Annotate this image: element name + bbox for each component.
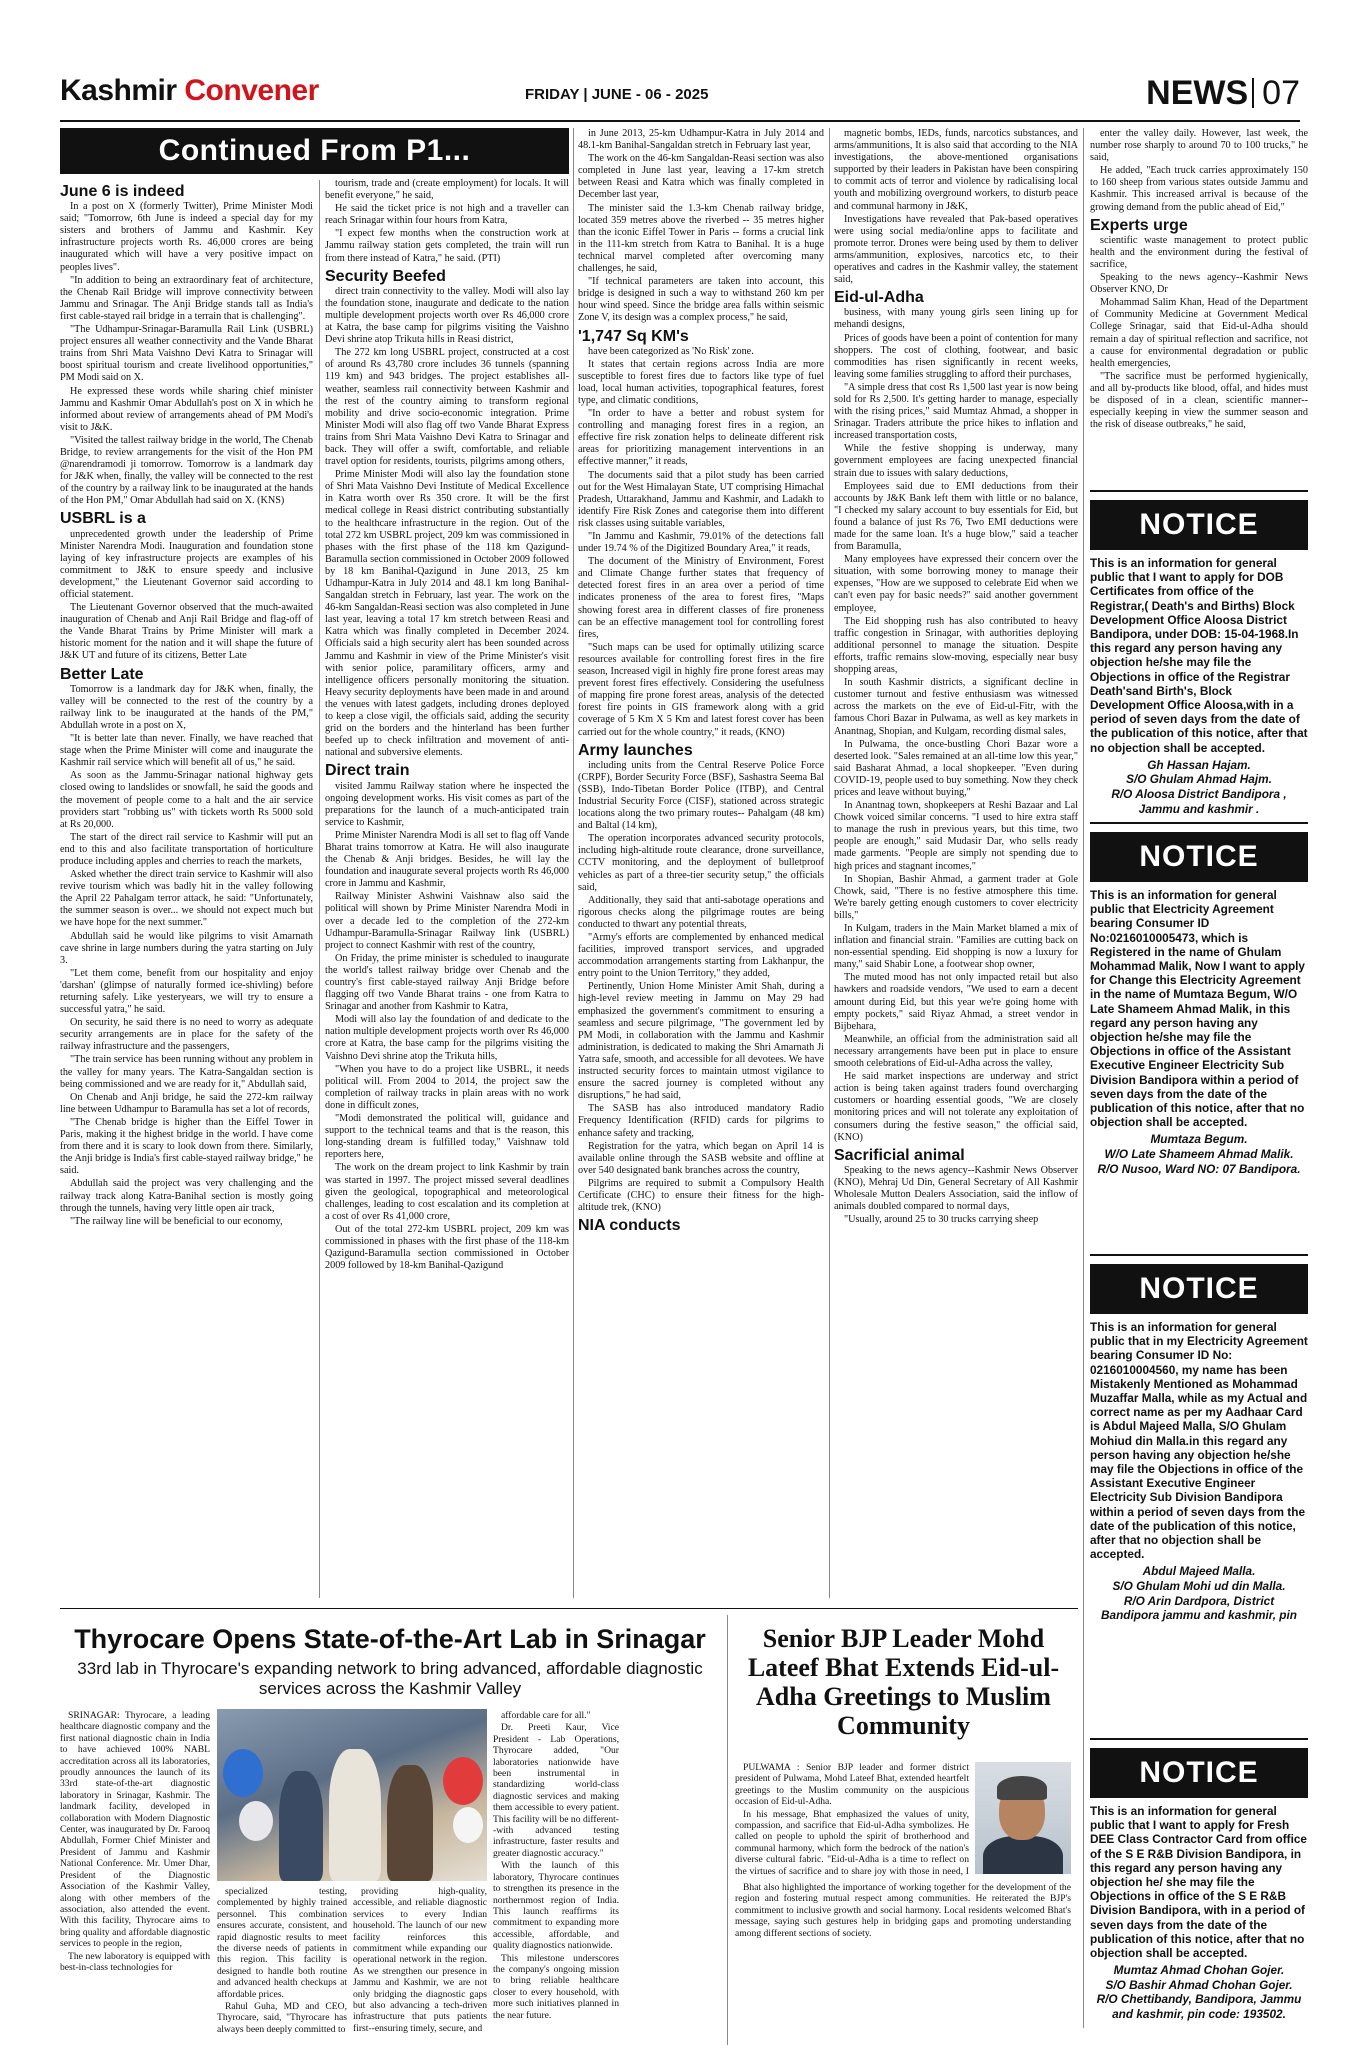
paragraph: Prime Minister Narendra Modi is all set to flag off Vande Bharat trains tomorrow at Katra. He will also inaugurate the Chenab & Anji bridges. Besides, he will lay the foundation and inaugurate several projects worth Rs 46,000 crore in Jammu and Kashmir, bbox=[325, 829, 569, 890]
notice-heading: NOTICE bbox=[1090, 1264, 1308, 1314]
paragraph: "Usually, around 25 to 30 trucks carrying sheep bbox=[844, 1214, 1039, 1226]
paragraph: Mohammad Salim Khan, Head of the Department of Community Medicine at Government Medical College Srinagar, said that Eid-ul-Adha should remain a day of spiritual reflection and sacrifice, not a cause for environmental degradation or public health emergencies, bbox=[1090, 297, 1308, 369]
paragraph: "I expect few months when the construction work at Jammu railway station gets completed, the train will run from there instead of Katra," he said. (PTI) bbox=[325, 228, 569, 264]
paragraph: "When you have to do a project like USBRL, it needs political will. From 2004 to 2014, the project saw the completion of railway tracks in plain areas with no work done in difficult zones, bbox=[325, 1063, 569, 1111]
bjp-story bbox=[735, 1624, 1072, 2048]
subhead-army-launches: Army launches bbox=[578, 741, 693, 759]
column-rule bbox=[727, 1615, 728, 2045]
paragraph: On Friday, the prime minister is scheduled to inaugurate the world's tallest railway bridge over Chenab and the country's first cable-stayed railway Anji Bridge before flagging off two Vande Bharat trains - one from Katra to Srinagar and another from Kashmir to Katra, bbox=[325, 952, 569, 1013]
paragraph: In Shopian, Bashir Ahmad, a garment trader at Gole Chowk, said, "There is no festive atmosphere this time. We're barely getting enough customers to cover electricity bills," bbox=[834, 873, 1078, 921]
paragraph: The minister said the 1.3-km Chenab railway bridge, located 359 metres above the riverbed -- 35 metres higher than the iconic Eiffel Tower in Paris -- forms a crucial link in the 111-km stretch from Katra to Banihal. It is a huge technical marvel completed after overcoming many challenges, he said, bbox=[578, 202, 824, 275]
paragraph: Tomorrow is a landmark day for J&K when, finally, the valley will be connected to the rest of the country by a railway link to be inaugurated at the hands of the PM," Abdullah wrote in a post on X, bbox=[60, 683, 313, 731]
paragraph: Speaking to the news agency--Kashmir News Observer KNO, Dr bbox=[1090, 272, 1308, 296]
notice-body: This is an information for general public that I want to apply for Fresh DEE Class Contractor Card from office of the S E R&B Division Bandipora, in this regard any person having any objection he/ she may file the Objections in office of the S E R&B Division Bandipora, with in a period of seven days from the date of the publication of this notice, after that no objection shall be accepted. bbox=[1090, 1804, 1307, 1961]
signature-line: R/O Nusoo, Ward NO: 07 Bandipora. bbox=[1097, 1161, 1301, 1176]
col1-block1 bbox=[60, 201, 313, 507]
paragraph: Investigations have revealed that Pak-based operatives were using social media/online apps to facilitate and promote terror. Drones were being used by them to deliver arms/ammunition, explosives, narcotics etc, to their operatives and cadres in the Kashmir valley, the statement said, bbox=[834, 213, 1078, 286]
notice-signature bbox=[1090, 758, 1308, 816]
paragraph: Additionally, they said that anti-sabotage operations and rigorous checks along the pilgrimage routes are being conducted to thwart any potential threats, bbox=[578, 894, 824, 930]
notice-body: This is an information for general public that in my Electricity Agreement bearing Consumer ID No: 0216010004560, my name has been Mistakenly Mentioned as Mohammad Muzaffar Malla, while as my Actual and correct name as per my Aadhaar Card is Abdul Majeed Malla, S/O Ghulam Mohiud din Malla.in this regard any person having any objection he/she may file the Objections in office of the Assistant Executive Engineer Electricity Sub Division Bandipora within a period of seven days from the date of the publication of this notice, after that no objection shall be accepted. bbox=[1090, 1320, 1308, 1562]
paragraph: Modi will also lay the foundation of and dedicate to the nation multiple development projects worth over Rs 46,000 crore at Katra, the base camp for the pilgrims visiting the Vaishno Devi shrine atop the Trikuta hills, bbox=[325, 1014, 569, 1062]
paragraph: enter the valley daily. However, last week, the number rose sharply to around 70 to 100 trucks," he said, bbox=[1090, 128, 1308, 164]
paragraph: "The train service has been running without any problem in the valley for many years. The Katra-Sangaldan section is being commissioned and we are ready for it," Abdullah said, bbox=[60, 1054, 313, 1090]
paragraph: He said market inspections are underway and strict action is being taken against traders found overcharging customers or hoarding essential goods, "We are closely monitoring prices and will not tolerate any exploitation of consumers during the festive season," the official said, (KNO) bbox=[834, 1071, 1078, 1143]
masthead bbox=[60, 72, 1300, 122]
paragraph: On Chenab and Anji bridge, he said the 272-km railway line between Udhampur to Baramulla has set a lot of records, bbox=[60, 1091, 313, 1115]
subhead-experts-urge: Experts urge bbox=[1090, 216, 1188, 234]
paragraph: The document of the Ministry of Environment, Forest and Climate Change further states that frequency of detected forest fires in an area over a period of time indicates proneness of the area to forest fires, "Maps showing forest area in different classes of fire proneness can be an effective management tool for controlling forest fires, bbox=[578, 556, 824, 640]
paragraph: He said the ticket price is not high and a traveller can reach Srinagar within four hours from Katra, bbox=[325, 203, 569, 227]
paragraph: He added, "Each truck carries approximately 150 to 160 sheep from various states outside Jammu and Kashmir. This increased arrival is because of the growing demand from the public ahead of Eid," bbox=[1090, 165, 1308, 213]
paragraph: direct train connectivity to the valley. Modi will also lay the foundation stone, inaugurate and dedicate to the nation multiple development projects worth over Rs 46,000 crore at Katra, the base camp for pilgrims visiting the Vaishno Devi shrine atop Trikuta hills in Reasi district, bbox=[325, 285, 569, 346]
subhead-nia-conducts: NIA conducts bbox=[578, 1217, 681, 1235]
paragraph: Prices of goods have been a point of contention for many shoppers. The cost of clothing, footwear, and basic commodities has risen significantly in recent weeks, leaving some families struggling to afford their purchases, bbox=[834, 332, 1078, 380]
notice-body: This is an information for general public that I want to apply for DOB Certificates from office of the Registrar,( Death's and Births) Block Development Office Aloosa District Bandipora, under DOB: 15-04-1968.In this regard any person having any objection he/she may file the Objections in office of the Registrar Death'sand Birth's, Block Development Office Aloosa,with in a period of seven days from the date of the publication of this notice, after that no objection shall be accepted. bbox=[1090, 556, 1308, 755]
column-rule bbox=[319, 180, 320, 1598]
paragraph: including units from the Central Reserve Police Force (CRPF), Border Security Force (BSF), Sashastra Seema Bal (SSB), Indo-Tibetan Border Police (ITBP), and Central Industrial Security Force (CISF), stationed across strategic locations along the two primary routes-- Pahalgam (48 km) and Baltal (14 km), bbox=[578, 759, 824, 832]
paragraph: have been categorized as 'No Risk' zone. bbox=[588, 345, 754, 357]
paragraph: The muted mood has not only impacted retail but also hawkers and roadside vendors, "We used to earn a decent amount during Eid, but this year we're going home with empty pockets," said Riyaz Ahmad, a street vendor in Bijbehara, bbox=[834, 972, 1078, 1032]
signature-line: and kashmir, pin code: 193502. bbox=[1112, 2007, 1286, 2022]
paragraph: On security, he said there is no need to worry as adequate security arrangements are in place for the safety of the railway infrastructure and the passengers, bbox=[60, 1017, 313, 1053]
paragraph: Meanwhile, an official from the administration said all necessary arrangements have been put in place to ensure smooth celebrations of Eid-ul-Adha across the valley, bbox=[834, 1033, 1078, 1070]
paragraph: "The Udhampur-Srinagar-Baramulla Rail Link (USBRL) project ensures all weather connectivity and the Vande Bharat trains from Shri Mata Vaishno Devi Katra to Srinagar will boost spiritual tourism and create livelihood opportunities," PM Modi said on X. bbox=[60, 324, 313, 384]
paragraph: This milestone underscores the company's ongoing mission to bring reliable healthcare closer to every household, with more such initiatives planned in the near future. bbox=[493, 1952, 619, 2021]
paragraph: affordable care for all." bbox=[501, 1710, 591, 1721]
thyrocare-col-1 bbox=[60, 1710, 210, 2046]
subhead-better-late: Better Late bbox=[60, 665, 144, 683]
section-divider bbox=[1252, 78, 1254, 108]
subhead-eid-ul-adha: Eid-ul-Adha bbox=[834, 289, 924, 307]
paragraph: scientific waste management to protect public health and the environment during the festival of sacrifice, bbox=[1090, 234, 1308, 270]
subhead-june6: June 6 is indeed bbox=[60, 183, 185, 200]
signature-line: Gh Hassan Hajam. bbox=[1147, 757, 1251, 772]
paragraph: In Pulwama, the once-bustling Chori Bazar wore a deserted look. "Sales remained at an all-time low this year," said Basharat Ahmad, a local shopkeeper. "Even during COVID-19, people used to buy something. Now they check prices and leave without buying," bbox=[834, 738, 1078, 798]
paragraph: The work on the 46-km Sangaldan-Reasi section was also completed in June last year, leaving a 17-km stretch between Reasi and Katra which was finally completed in December last year, bbox=[578, 153, 824, 201]
page-number: 07 bbox=[1262, 74, 1300, 112]
paragraph: The work on the dream project to link Kashmir by train was started in 1997. The project missed several deadlines given the geological, topographical and meteorological challenges, leading to cost escalation and its completion at a cost of over Rs 41,000 crore, bbox=[325, 1162, 569, 1222]
dateline: FRIDAY | JUNE - 06 - 2025 bbox=[525, 86, 709, 103]
paragraph: "The railway line will be beneficial to our economy, bbox=[70, 1215, 283, 1227]
balloon-icon bbox=[453, 1807, 483, 1843]
signature-line: R/O Chettibandy, Bandipora, Jammu bbox=[1096, 1992, 1302, 2007]
paragraph: Abdullah said he would like pilgrims to visit Amarnath cave shrine in large numbers during the yatra starting on July 3. bbox=[60, 930, 313, 966]
notice-body: This is an information for general public that Electricity Agreement bearing Consumer ID No:0216010005473, which is Registered in the name of Ghulam Mohammad Malik, Now I want to apply for Change this Electricity Agreement in the name of Mumtaza Begum, W/O Late Shameem Ahmad Malik, in this regard any person having any objection he/she may file the Objections in office of the Assistant Executive Engineer Electricity Sub Division Bandipora within a period of seven days from the date of the publication of this notice, after that no objection shall be accepted. bbox=[1090, 888, 1305, 1130]
signature-line: W/O Late Shameem Ahmad Malik. bbox=[1104, 1147, 1294, 1162]
signature-line: Mumtaz Ahmad Chohan Gojer. bbox=[1113, 1963, 1285, 1978]
signature-line: S/O Ghulam Ahmad Hajm. bbox=[1126, 772, 1272, 787]
paragraph: Speaking to the news agency--Kashmir News Observer (KNO), Mehraj Ud Din, General Secretary of All Kashmir Wholesale Mutton Dealers Association, said the inflow of animals doubled compared to normal days, bbox=[834, 1164, 1078, 1213]
paragraph: Abdullah said the project was very challenging and the railway track along Katra-Banihal section is mostly going through the tunnels, having very little open air track, bbox=[60, 1178, 313, 1214]
bjp-col-top bbox=[735, 1762, 969, 1878]
paragraph: The documents said that a pilot study has been carried out for the West Himalayan State, UT comprising Himachal Pradesh, Uttarakhand, Jammu and Kashmir, and Ladakh to identify Fire Risk Zones and categorise them into different risk classes using suitable variables, bbox=[578, 469, 824, 529]
notice-1 bbox=[1090, 490, 1308, 816]
paragraph: Pilgrims are required to submit a Compulsory Health Certificate (CHC) to ensure their fitness for the high-altitude trek, (KNO) bbox=[578, 1177, 824, 1214]
inauguration-photo bbox=[217, 1709, 487, 1881]
paragraph: tourism, trade and (create employment) for locals. It will benefit everyone," he said, bbox=[325, 178, 569, 202]
col1-block2 bbox=[60, 529, 313, 663]
paragraph: "The sacrifice must be performed hygienically, and all by-products like blood, offal, and hides must be disposed of in a clean, scientific manner--especially keeping in view the summer season and the risk of disease outbreaks," he said, bbox=[1090, 370, 1308, 431]
paragraph: Out of the total 272-km USBRL project, 209 km was commissioned in phases with the first phase of the 118-km Qazigund-Baramulla section commissioned in October 2009 followed by 18-km Banihal-Qazigund bbox=[325, 1223, 569, 1272]
notice-heading: NOTICE bbox=[1090, 832, 1308, 882]
paragraph: SRINAGAR: Thyrocare, a leading healthcare diagnostic company and the first national diagnostic chain in India to have achieved 100% NABL accreditation across all its laboratories, proudly announces the launch of its 33rd state-of-the-art diagnostic laboratory in Srinagar, Kashmir. The landmark facility, developed in collaboration with Modern Diagnostic Center, was inaugurated by Dr. Farooq Abdullah, Former Chief Minister and President of Jammu and Kashmir National Conference. Mr. Umer Dhar, President of the Diagnostic Association of the Kashmir Valley, along with other members of the association, also attended the event. With this facility, Thyrocare aims to bring quality and affordable diagnostic services to people in the region, bbox=[60, 1710, 210, 1950]
notice-3 bbox=[1090, 1254, 1308, 1623]
paragraph: providing high-quality, accessible, and reliable diagnostic services to every Indian household. The launch of our new facility reinforces this commitment while expanding our operational network in the region. As we strengthen our presence in Jammu and Kashmir, we are not only bridging the diagnostic gaps but also advancing a tech-driven infrastructure that puts patients first--ensuring timely, secure, and bbox=[353, 1886, 487, 2034]
column-4 bbox=[834, 128, 1078, 1598]
subhead-security-beefed: Security Beefed bbox=[325, 267, 446, 285]
notice-signature bbox=[1090, 1963, 1308, 2021]
paragraph: "Army's efforts are complemented by enhanced medical facilities, improved transport services, and upgraded accommodation arrangements starting from Lakhanpur, the entry point to the Union Territory," they added, bbox=[578, 932, 824, 980]
paragraph: "The Chenab bridge is higher than the Eiffel Tower in Paris, making it the highest bridge in the world. I have come from there and it is scary to look down from there. Similarly, the Anji bridge is India's first cable-stayed railway bridge," he said. bbox=[60, 1116, 313, 1177]
paragraph: The Lieutenant Governor observed that the much-awaited inauguration of Chenab and Anji Rail Bridge and flag-off of the Vande Bharat Trains by Prime Minister will mark a historic moment for the nation and it will shape the future of J&K UT and future of its citizens, Better Late bbox=[60, 602, 313, 662]
signature-line: Jammu and kashmir . bbox=[1138, 801, 1260, 816]
newspaper-logo bbox=[60, 74, 319, 108]
section-label bbox=[1146, 74, 1300, 113]
paragraph: As soon as the Jammu-Srinagar national highway gets closed owing to landslides or snowfall, he said the goods and the movement of people come to a halt and the air service providers start "robbing us" with tickets worth Rs 5000 sold at Rs 20,000. bbox=[60, 770, 313, 830]
person-figure bbox=[329, 1749, 381, 1881]
paragraph: The new laboratory is equipped with best-in-class technologies for bbox=[60, 1950, 210, 1973]
notice-signature bbox=[1090, 1564, 1308, 1622]
notice-heading: NOTICE bbox=[1090, 500, 1308, 550]
column-5 bbox=[1090, 128, 1308, 485]
portrait-torso bbox=[983, 1836, 1063, 1874]
bjp-col-bottom bbox=[735, 1882, 1071, 2046]
paragraph: While the festive shopping is underway, many government employees are facing unexpected financial strain due to issues with salary deductions, bbox=[834, 443, 1078, 479]
paragraph: In south Kashmir districts, a significant decline in customer turnout and festive enthusiasm was witnessed across the markets on the eve of Eid-ul-Fitr, with the famous Chori Bazar in Pulwama, as well as key markets in Anantnag, Shopian, and Kulgam, recording dismal sales, bbox=[834, 677, 1078, 737]
paragraph: "In order to have a better and robust system for controlling and managing forest fires in a region, an effective fire risk zonation helps to delineate different risk areas for prioritizing management interventions in an effective manner," it reads, bbox=[578, 408, 824, 468]
paragraph: "In addition to being an extraordinary feat of architecture, the Chenab Rail Bridge will improve connectivity between Jammu and Srinagar. The Anji Bridge stands tall as India's first cable-stayed rail bridge in a terrain that is challenging". bbox=[60, 274, 313, 322]
section-divider-rule bbox=[60, 1608, 1078, 1609]
paragraph: Registration for the yatra, which began on April 14 is available online through the SASB website and offline at over 540 designated bank branches across the country, bbox=[578, 1140, 824, 1176]
paragraph: Dr. Preeti Kaur, Vice President - Lab Operations, Thyrocare added, "Our laboratories nationwide have been instrumental in standardizing world-class diagnostic services and making them accessible to every patient. This facility will be no different--with advanced testing infrastructure, faster results and greater diagnostic accuracy." bbox=[493, 1722, 619, 1859]
banner-spacer bbox=[325, 134, 569, 178]
balloon-icon bbox=[239, 1801, 273, 1841]
paragraph: With the launch of this laboratory, Thyrocare continues to strengthen its presence in the northernmost region of India. This launch reaffirms its commitment to expanding more accessible, affordable, and quality diagnostics nationwide. bbox=[493, 1860, 619, 1952]
paragraph: Rahul Guha, MD and CEO, Thyrocare, said, "Thyrocare has always been deeply committed to bbox=[217, 2001, 347, 2035]
person-figure bbox=[279, 1771, 323, 1881]
leader-portrait bbox=[975, 1762, 1071, 1874]
paragraph: visited Jammu Railway station where he inspected the ongoing development works. His visit comes as part of the preparations for the launch of a much-anticipated train service to Kashmir, bbox=[325, 780, 569, 828]
signature-line: Abdul Majeed Malla. bbox=[1142, 1564, 1256, 1579]
paragraph: It states that certain regions across India are more susceptible to forest fires due to factors like type of fuel load, local human activities, topographical features, forest type, and climatic conditions, bbox=[578, 358, 824, 406]
paragraph: business, with many young girls seen lining up for mehandi designs, bbox=[834, 307, 1078, 331]
column-2 bbox=[325, 134, 569, 1598]
column-3 bbox=[578, 128, 824, 1598]
paragraph: The Eid shopping rush has also contributed to heavy traffic congestion in Srinagar, with authorities deploying additional personnel to manage the situation. Despite efforts, traffic remains slow-moving, especially near busy shopping areas, bbox=[834, 615, 1078, 676]
paragraph: The SASB has also introduced mandatory Radio Frequency Identification (RFID) cards for pilgrims to enhance safety and tracking, bbox=[578, 1103, 824, 1139]
signature-line: Bandipora jammu and kashmir, pin bbox=[1100, 1608, 1297, 1623]
subhead-sacrificial-animal: Sacrificial animal bbox=[834, 1146, 965, 1164]
column-rule bbox=[573, 128, 574, 1598]
paragraph: "Such maps can be used for optimally utilizing scarce resources available for controlling forest fires in the fire season, Increased vigil in highly fire prone forest areas may prevent forest fires effectively. Considering the usefulness of mapping fire prone forest areas, analysis of the detected forest fire points in GIS framework along with a grid coverage of 5 Km X 5 Km and latest forest cover has been carried out for the whole country," it reads, (KNO) bbox=[578, 641, 824, 738]
paragraph: "A simple dress that cost Rs 1,500 last year is now being sold for Rs 2,500. It's getting harder to manage, especially with the rising prices," said Mumtaz Ahmad, a shopper in Srinagar. Traders attribute the price hikes to inflation and increased transportation costs, bbox=[834, 381, 1078, 442]
paragraph: In his message, Bhat emphasized the values of unity, compassion, and sacrifice that Eid-ul-Adha symbolizes. He called on people to uphold the spirit of brotherhood and communal harmony, which form the bedrock of the nation's diverse cultural fabric. "Eid-ul-Adha is a time to reflect on the virtues of sacrifice and to share joy with those in need, I bbox=[735, 1808, 969, 1877]
subhead-direct-train: Direct train bbox=[325, 762, 410, 780]
bjp-headline: Senior BJP Leader Mohd Lateef Bhat Extends Eid-ul-Adha Greetings to Muslim Community bbox=[747, 1624, 1060, 1740]
portrait-hair bbox=[997, 1776, 1047, 1800]
paragraph: Bhat also highlighted the importance of working together for the development of the region and fostering mutual respect among communities. He reiterated the BJP's commitment to inclusive growth and social harmony. Local residents welcomed Bhat's message, saying such gestures help in bridging gaps and promoting understanding among different sections of society. bbox=[735, 1882, 1071, 1939]
thyrocare-deck: 33rd lab in Thyrocare's expanding network to bring advanced, affordable diagnostic services across the Kashmir Valley bbox=[77, 1659, 703, 1698]
paragraph: Prime Minister Modi will also lay the foundation stone of Shri Mata Vaishno Devi Institute of Medical Excellence in Katra worth over Rs 350 crore. It will be the first medical college in Reasi district contributing substantially to the healthcare infrastructure in the region. Out of the total 272 km USBRL project, 209 km was commissioned in phases with the first phase of the 118 km Qazigund-Baramulla section commissioned in October 2009 followed by 18 km Banihal-Qazigund in June 2013, 25 km Udhampur-Katra in July 2014 and 48.1 km long Banihal-Sangaldan stretch in February, last year. The work on the 46-km Sangaldan-Reasi section was also completed in June last year, leaving a total 17 km stretch between Reasi and Katra which was finally completed in December 2024. Officials said a high security alert has been sounded across Jammu and Kashmir in view of the Prime Minister's visit with senior police, paramilitary officers, army and intelligence officers personally monitoring the situation. Heavy security deployments have been made in and around the venues with latest gadgets, including drones deployed to keep a close vigil, the officials said, adding the security grid on the borders and the hinterland has been further beefed up to check infiltration and movement of anti-national and subversive elements. bbox=[325, 469, 569, 759]
subhead-1747-sq-km: '1,747 Sq KM's bbox=[578, 327, 689, 345]
paragraph: "It is better late than never. Finally, we have reached that stage when the Prime Minister will come and inaugurate the Kashmir rail service which will benefit all of us," he said. bbox=[60, 733, 313, 769]
signature-line: Mumtaza Begum. bbox=[1150, 1132, 1248, 1147]
section-name: NEWS bbox=[1146, 74, 1249, 112]
paragraph: The 272 km long USBRL project, constructed at a cost of around Rs 43,780 crore includes 36 tunnels (spanning 119 km) and 943 bridges. The project establishes all-weather, seamless rail connectivity between Kashmir and the rest of the country aiming to transform regional mobility and drive socio-economic integration. Prime Minister Modi will also flag off two Vande Bharat Express trains from Shri Mata Vaishno Devi Katra to Srinagar and back. They will offer a swift, comfortable, and reliable travel option for residents, tourists, pilgrims among others, bbox=[325, 347, 569, 468]
paragraph: In a post on X (formerly Twitter), Prime Minister Modi said; "Tomorrow, 6th June is indeed a special day for my sisters and brothers of Jammu and Kashmir. Key infrastructure projects worth Rs. 46,000 crores are being inaugurated which will have a very positive impact on peoples lives". bbox=[60, 201, 313, 273]
brand-convener: Convener bbox=[184, 74, 319, 107]
paragraph: unprecedented growth under the leadership of Prime Minister Narendra Modi. Inauguration and foundation stone laying of key infrastructure projects are examples of his commitment to J&K to ensure speedy and inclusive development," the Lieutenant Governor said according to official statement. bbox=[60, 528, 313, 600]
paragraph: The start of the direct rail service to Kashmir will put an end to this and also facilitate transportation of horticulture produce including apples and cherries to reach the markets, bbox=[60, 831, 313, 867]
paragraph: Many employees have expressed their concern over the situation, with some borrowing money to manage their expenses, "How are we supposed to celebrate Eid when we can't even pay for basic needs?" said another government employee, bbox=[834, 554, 1078, 614]
notice-signature bbox=[1090, 1132, 1308, 1176]
brand-kashmir: Kashmir bbox=[60, 74, 177, 107]
notice-4 bbox=[1090, 1738, 1308, 2022]
paragraph: Railway Minister Ashwini Vaishnaw also said the political will shown by Prime Minister Narendra Modi in over a decade led to the completion of the 272-km Udhampur-Baramulla-Srinagar Railway link (USBRL) project to connect Kashmir with rest of the country, bbox=[325, 891, 569, 951]
thyrocare-story bbox=[60, 1624, 720, 2048]
paragraph: In Kulgam, traders in the Main Market blamed a mix of inflation and financial strain. "Families are cutting back on non-essential spending. Eid shopping is now a luxury for many," said Shabir Lone, a footwear shop owner, bbox=[834, 923, 1078, 971]
column-rule bbox=[1083, 128, 1084, 2028]
signature-line: S/O Ghulam Mohi ud din Malla. bbox=[1112, 1579, 1286, 1594]
notice-heading: NOTICE bbox=[1090, 1748, 1308, 1798]
paragraph: He expressed these words while sharing chief minister Jammu and Kashmir Omar Abdullah's post on X in which he informed about review of arrangements ahead of PM Modi's visit to J&K. bbox=[60, 385, 313, 433]
person-figure bbox=[387, 1765, 433, 1881]
paragraph: magnetic bombs, IEDs, funds, narcotics substances, and arms/ammunitions, It is also said that according to the NIA investigations, the above-mentioned organisations supported by their leaders in Pakistan have been conspiring to commit acts of terror and violence by radicalising local youth and mobilizing overground workers, to disturb peace and communal harmony in J&K, bbox=[834, 128, 1078, 212]
paragraph: Employees said due to EMI deductions from their accounts by J&K Bank left them with little or no balance, "I checked my salary account to buy essentials for Eid, but found a balance of just Rs 76, Two EMI deductions were made for the same loan. It's a huge blow," said a teacher from Baramulla, bbox=[834, 480, 1078, 553]
paragraph: "Visited the tallest railway bridge in the world, The Chenab Bridge, to review arrangements for the visit of the Hon PM @narendramodi ji tomorrow. Tomorrow is a landmark day for J&K when, finally, the valley will be connected to the rest of the country by a railway link to be inaugurated at the hands of the Hon PM," Omar Abdullah had said on X. (KNS) bbox=[60, 434, 313, 507]
paragraph: PULWAMA : Senior BJP leader and former district president of Pulwama, Mohd Lateef Bhat, extended heartfelt greetings to the Muslim community on the auspicious occasion of Eid-ul-Adha. bbox=[735, 1762, 969, 1808]
thyrocare-col-2 bbox=[217, 1886, 347, 2046]
paragraph: "Modi demonstrated the political will, guidance and support to the technical teams and that is the reason, this long-standing dream is fulfilled today," Vaishnaw told reporters here, bbox=[325, 1113, 569, 1161]
paragraph: The operation incorporates advanced security protocols, including high-altitude route clearance, drone surveillance, CCTV monitoring, and the deployment of bulletproof vehicles as part of a three-tier security setup," the officials said, bbox=[578, 833, 824, 893]
column-1 bbox=[60, 180, 313, 1598]
column-rule bbox=[829, 128, 830, 1598]
balloon-icon bbox=[223, 1749, 263, 1797]
continued-banner: Continued From P1... bbox=[60, 128, 569, 174]
signature-line: S/O Bashir Ahmad Chohan Gojer. bbox=[1105, 1977, 1293, 1992]
paragraph: specialized testing, complemented by highly trained personnel. This combination ensures accurate, consistent, and rapid diagnostic results to meet the diverse needs of patients in this region. This facility is designed to handle both routine and advanced health checkups at affordable prices. bbox=[217, 1886, 347, 2000]
paragraph: Asked whether the direct train service to Kashmir will also revive tourism which was badly hit in the valley following the April 22 Pahalgam terror attack, he said: "Unfortunately, the summer season is over... we should not expect much but we have hope for the next summer." bbox=[60, 869, 313, 929]
thyrocare-col-4 bbox=[493, 1710, 619, 2046]
paragraph: "In Jammu and Kashmir, 79.01% of the detections fall under 19.74 % of the Digitized Boundary Area," it reads, bbox=[578, 531, 824, 555]
signature-line: R/O Aloosa District Bandipora , bbox=[1111, 787, 1287, 802]
paragraph: "If technical parameters are taken into account, this bridge is designed in such a way to withstand 260 km per hour wind speed. Since the bridge area falls within seismic Zone V, its design was a complex process," he said, bbox=[578, 276, 824, 324]
paragraph: "Let them come, benefit from our hospitality and enjoy 'darshan' (glimpse of naturally formed ice-shivling) before returning safely. Like yesteryears, we will try to ensure a successful yatra," he said. bbox=[60, 967, 313, 1016]
col1-block3 bbox=[60, 684, 313, 1228]
subhead-usbrl: USBRL is a bbox=[60, 510, 146, 528]
paragraph: In Anantnag town, shopkeepers at Reshi Bazaar and Lal Chowk voiced similar concerns. "I used to hire extra staff to manage the rush in previous years, but this time, two people are enough," said Mudasir Dar, who sells ready made garments. "People are simply not spending due to high prices and stagnant incomes," bbox=[834, 800, 1078, 872]
paragraph: Pertinently, Union Home Minister Amit Shah, during a high-level review meeting in Jammu on May 29 had emphasized the government's commitment to ensuring a seamless and secure pilgrimage, "The government led by PM Modi, in collaboration with the Jammu and Kashmir administration, is dedicated to making the Shri Amarnath Ji Yatra safe, smooth, and accessible for all devotees. We have instructed security forces to maintain utmost vigilance to ensure the sacred journey is completed without any disruptions," he had said, bbox=[578, 981, 824, 1102]
paragraph: in June 2013, 25-km Udhampur-Katra in July 2014 and 48.1-km Banihal-Sangaldan stretch in February last year, bbox=[578, 128, 824, 152]
balloon-icon bbox=[443, 1757, 483, 1805]
thyrocare-headline: Thyrocare Opens State-of-the-Art Lab in Srinagar bbox=[74, 1624, 706, 1654]
signature-line: R/O Arin Dardpora, District bbox=[1123, 1593, 1275, 1608]
thyrocare-col-3 bbox=[353, 1886, 487, 2046]
notice-2 bbox=[1090, 822, 1308, 1176]
